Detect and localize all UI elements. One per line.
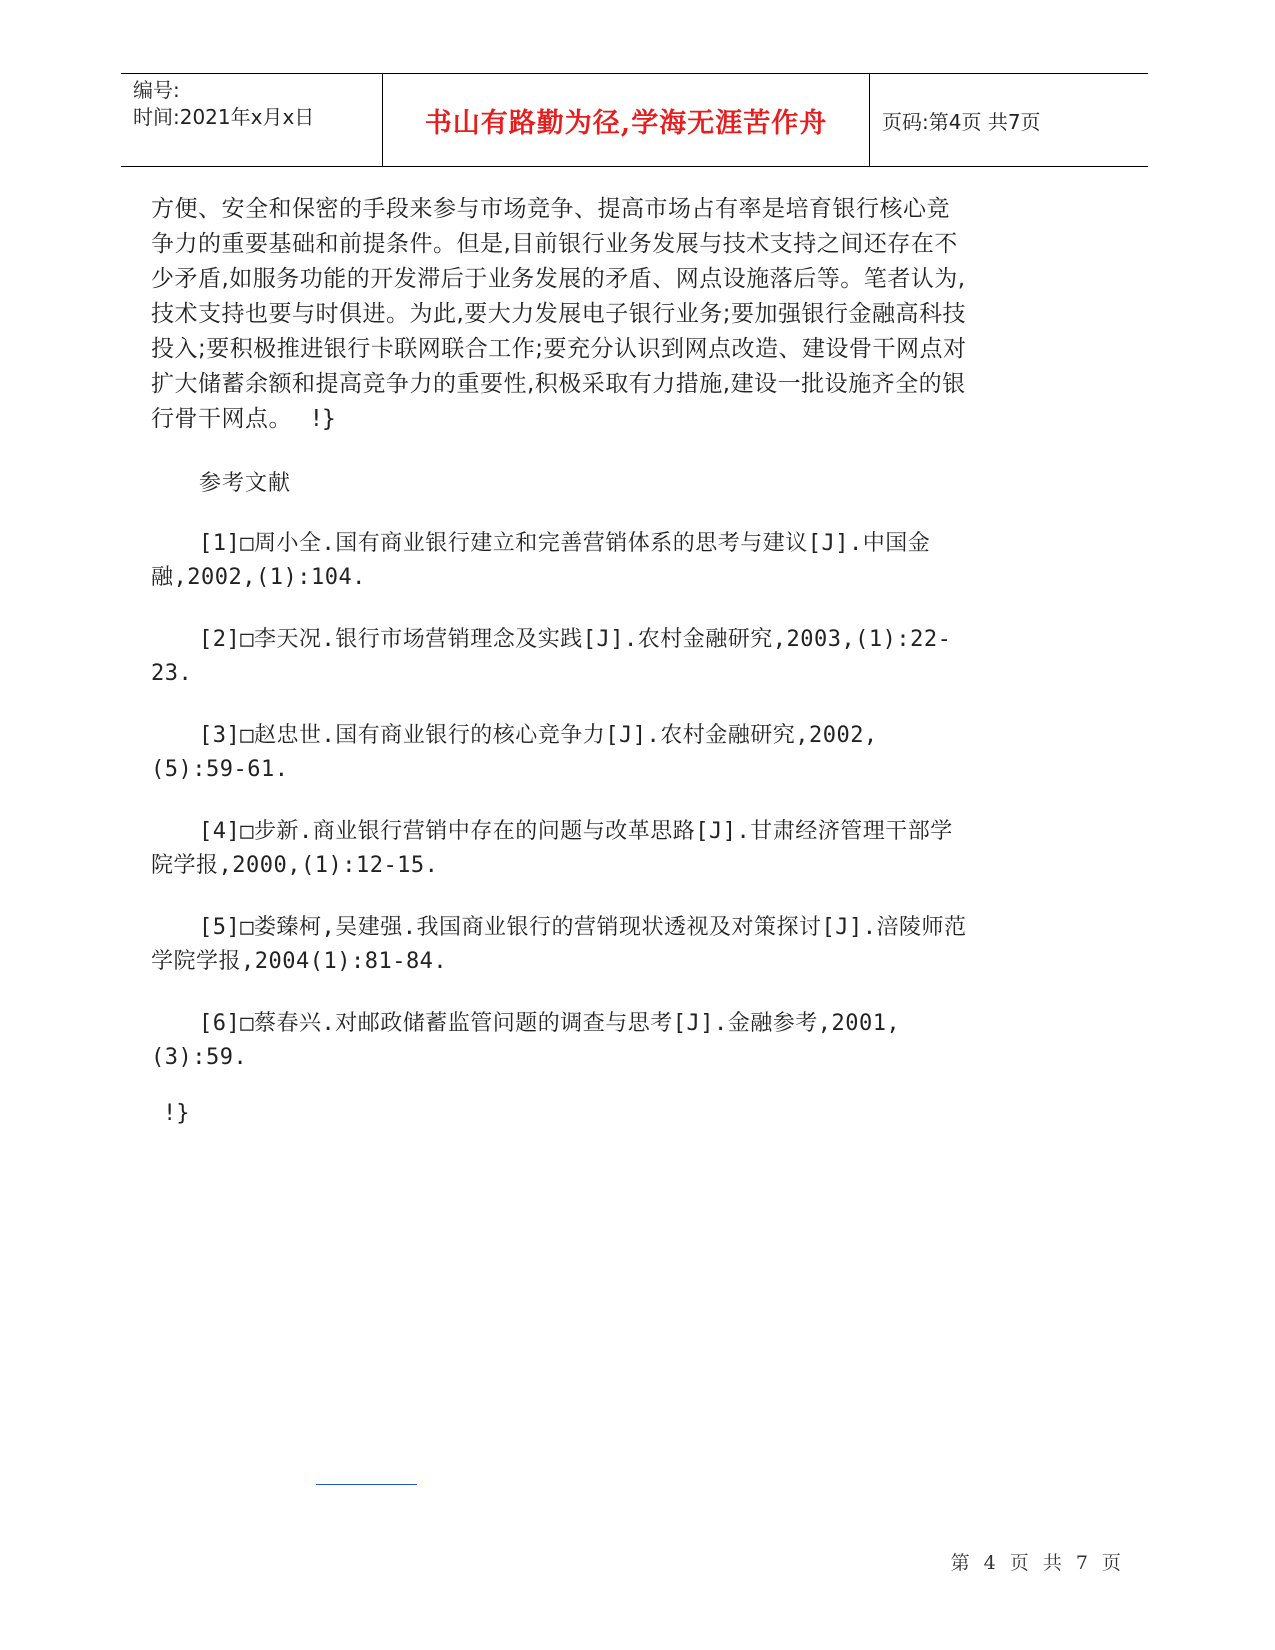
header-page-label: 页码:第4页 共7页 (882, 109, 1041, 134)
header-page-cell (870, 74, 1148, 166)
document-body (151, 192, 971, 1126)
header-left-cell (121, 74, 383, 166)
header-motto: 书山有路勤为径,学海无涯苦作舟 (424, 107, 828, 139)
reference-item-1: [1]□周小全.国有商业银行建立和完善营销体系的思考与建议[J].中国金融,2002,(1):104. (151, 531, 931, 590)
body-paragraph: 方便、安全和保密的手段来参与市场竞争、提高市场占有率是培育银行核心竞争力的重要基础和前提条件。但是,目前银行业务发展与技术支持之间还存在不少矛盾,如服务功能的开发滞后于业务发展的矛盾、网点设施落后等。笔者认为,技术支持也要与时俱进。为此,要大力发展电子银行业务;要加强银行金融高科技投入;要积极推进银行卡联网联合工作;要充分认识到网点改造、建设骨干网点对扩大储蓄余额和提高竞争力的重要性,积极采取有力措施,建设一批设施齐全的银行骨干网点。 !} (151, 196, 967, 432)
document-number-label: 编号: (133, 78, 180, 102)
references-title: 参考文献 (199, 471, 292, 496)
link-underline[interactable] (316, 1484, 417, 1485)
document-time-label: 时间:2021年x月x日 (133, 105, 315, 129)
page-header (121, 73, 1148, 167)
trailing-mark: !} (163, 1101, 190, 1126)
reference-item-6: [6]□蔡春兴.对邮政储蓄监管问题的调查与思考[J].金融参考,2001,(3):59. (151, 1011, 901, 1070)
reference-item-4: [4]□步新.商业银行营销中存在的问题与改革思路[J].甘肃经济管理干部学院学报,2000,(1):12-15. (151, 819, 953, 878)
page-footer: 第 4 页 共 7 页 (950, 1552, 1125, 1574)
header-motto-cell (383, 74, 870, 166)
reference-item-3: [3]□赵忠世.国有商业银行的核心竞争力[J].农村金融研究,2002,(5):59-61. (151, 723, 878, 782)
reference-item-5: [5]□娄臻柯,吴建强.我国商业银行的营销现状透视及对策探讨[J].涪陵师范学院学报,2004(1):81-84. (151, 915, 967, 974)
reference-item-2: [2]□李天况.银行市场营销理念及实践[J].农村金融研究,2003,(1):22-23. (151, 627, 952, 686)
